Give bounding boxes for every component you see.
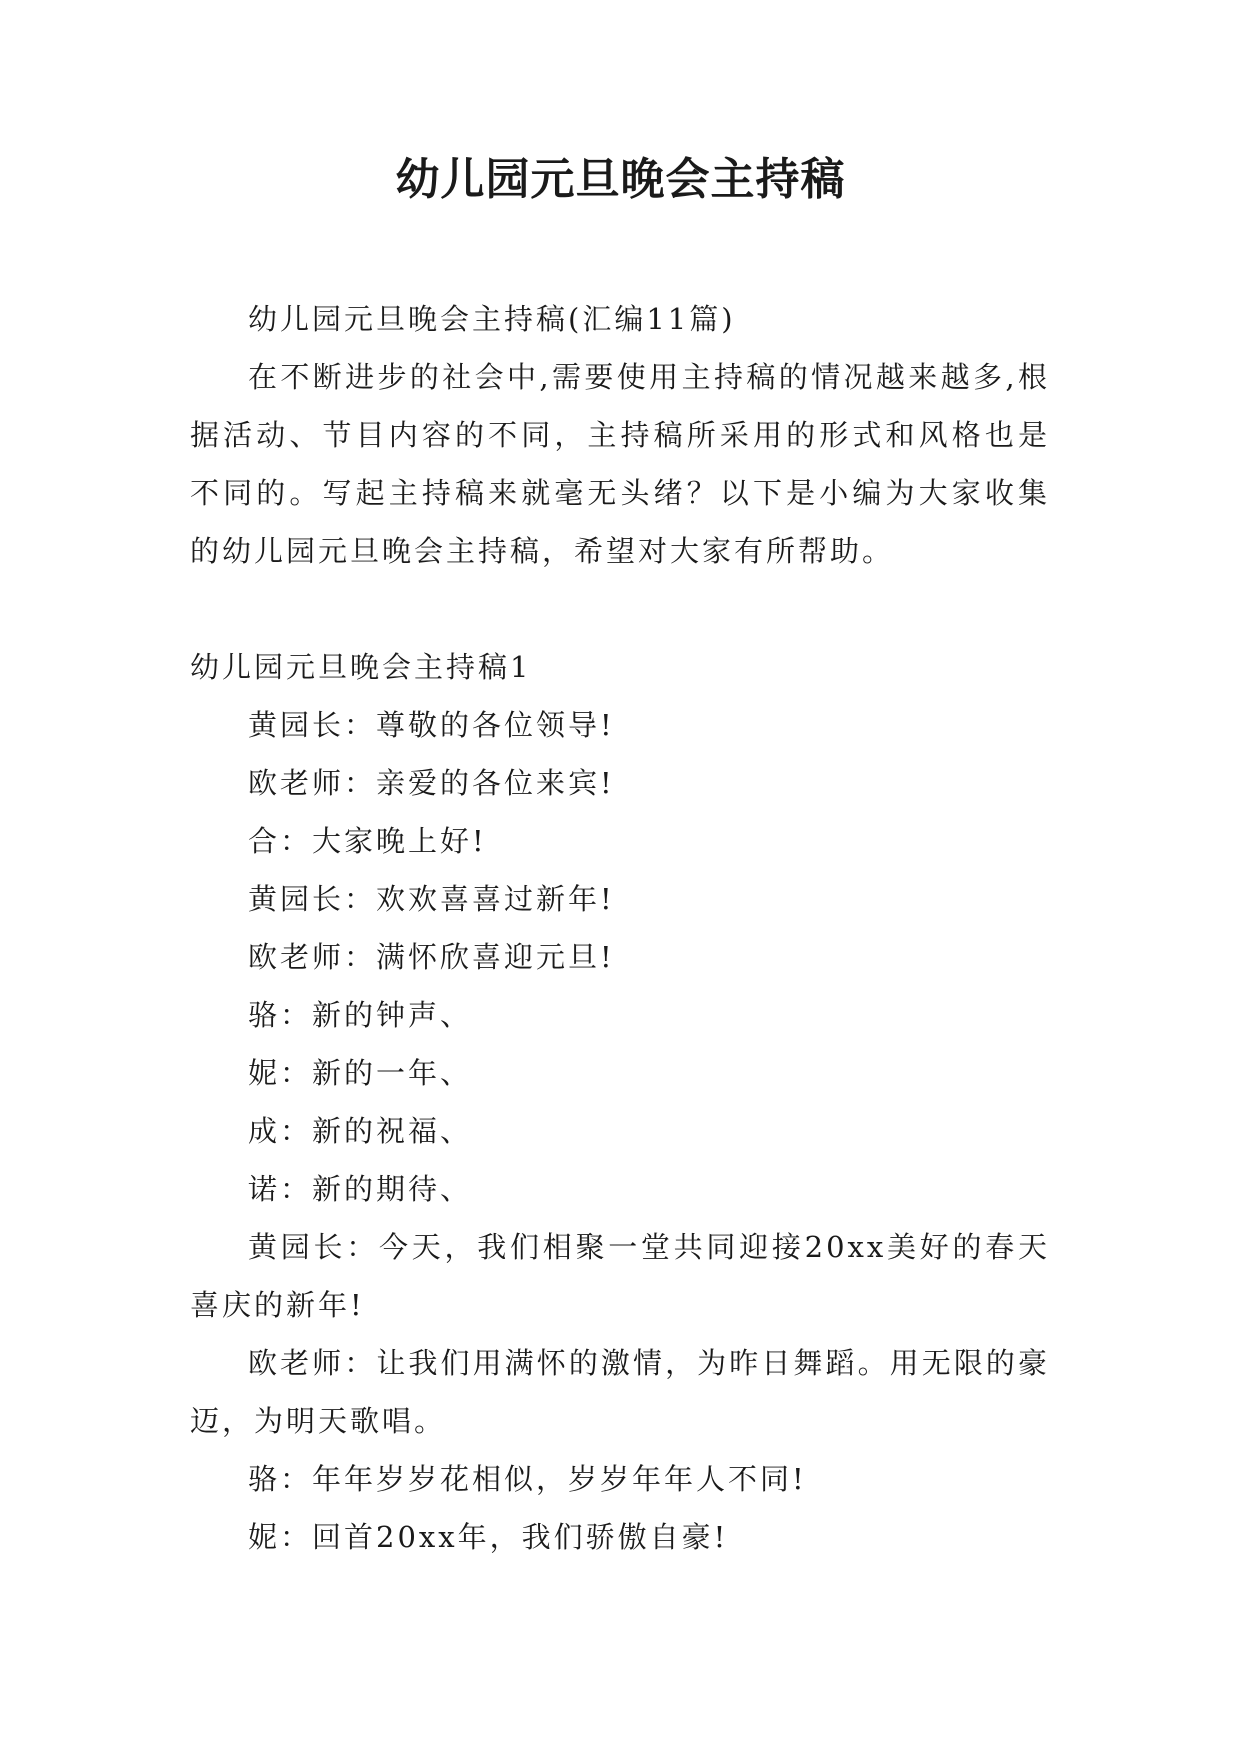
script-line: 黄园长：今天，我们相聚一堂共同迎接20xx美好的春天喜庆的新年! <box>190 1230 1050 1322</box>
script-line: 黄园长：尊敬的各位领导! <box>248 708 615 742</box>
paragraph-gap <box>190 580 1050 638</box>
script-line: 妮：回首20xx年，我们骄傲自豪! <box>248 1520 729 1554</box>
script-line: 骆：新的钟声、 <box>248 998 473 1032</box>
script-line: 欧老师：亲爱的各位来宾! <box>248 766 615 800</box>
script-line: 骆：年年岁岁花相似，岁岁年年人不同! <box>248 1462 807 1496</box>
section-heading: 幼儿园元旦晚会主持稿1 <box>190 650 532 684</box>
script-line: 合：大家晚上好! <box>248 824 487 858</box>
script-line: 欧老师：满怀欣喜迎元旦! <box>248 940 615 974</box>
script-line: 诺：新的期待、 <box>248 1172 473 1206</box>
document-body <box>190 290 1050 1566</box>
document-title: 幼儿园元旦晚会主持稿 <box>395 154 846 205</box>
script-line: 黄园长：欢欢喜喜过新年! <box>248 882 615 916</box>
script-line: 欧老师：让我们用满怀的激情，为昨日舞蹈。用无限的豪迈，为明天歌唱。 <box>190 1346 1050 1438</box>
intro-paragraph: 在不断进步的社会中,需要使用主持稿的情况越来越多,根据活动、节目内容的不同，主持稿所采用的形式和风格也是不同的。写起主持稿来就毫无头绪？以下是小编为大家收集的幼儿园元旦晚会主持稿，希望对大家有所帮助。 <box>190 360 1050 568</box>
script-line: 成：新的祝福、 <box>248 1114 473 1148</box>
script-line: 妮：新的一年、 <box>248 1056 473 1090</box>
subtitle-paragraph: 幼儿园元旦晚会主持稿(汇编11篇) <box>248 302 736 336</box>
